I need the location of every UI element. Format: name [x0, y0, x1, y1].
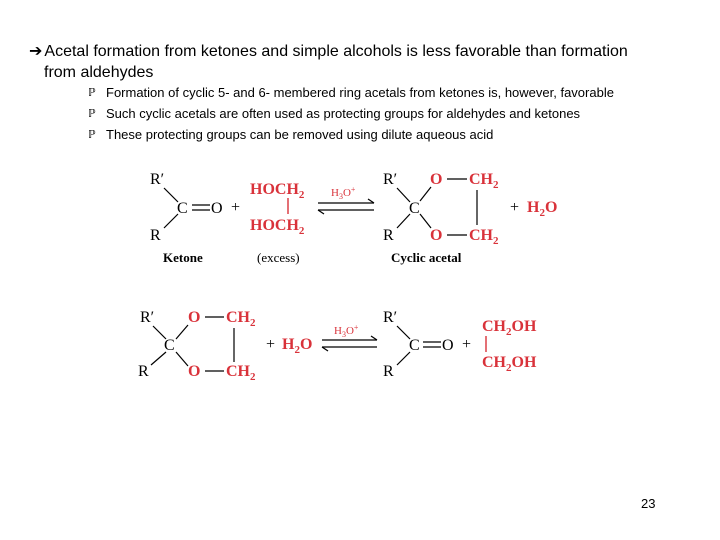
reaction-2: [138, 309, 537, 383]
ketone-oxygen: O: [211, 200, 223, 217]
acetal-carbon: C: [409, 200, 420, 217]
glycol-bottom: $HOCH_2$: [250, 217, 305, 237]
glycol-bottom: $CH_2OH$: [482, 354, 537, 374]
ketone-r: R: [150, 227, 161, 244]
catalyst-label: $H_3O^+$: [331, 185, 356, 201]
glycol-top: $CH_2OH$: [482, 318, 537, 338]
water: $H_2O$: [527, 199, 558, 219]
glycol-top: $HOCH_2$: [250, 181, 305, 201]
ring-oxygen-top: O: [188, 309, 201, 326]
ring-ch2-bottom: $CH_2$: [226, 363, 256, 383]
arrow-bullet-icon: ➔: [29, 41, 43, 60]
plus-sign: +: [510, 199, 520, 216]
ring-ch2-top: $CH_2$: [469, 171, 499, 191]
ring-ch2-top: $CH_2$: [226, 309, 256, 329]
sub-bullet-text: These protecting groups can be removed using dilute aqueous acid: [106, 127, 494, 142]
flag-bullet-icon: ℙ: [88, 86, 96, 99]
label-excess: (excess): [257, 250, 300, 265]
ring-oxygen-bottom: O: [430, 227, 443, 244]
ketone-oxygen: O: [442, 337, 454, 354]
acetal-r-prime: R′: [383, 171, 398, 188]
acetal-r-prime: R′: [140, 309, 155, 326]
plus-sign: +: [462, 336, 472, 353]
ketone-carbon: C: [409, 337, 420, 354]
main-bullet-line2: from aldehydes: [44, 64, 154, 81]
sub-bullet-text: Such cyclic acetals are often used as protecting groups for aldehydes and ketones: [106, 106, 581, 121]
sub-bullet-text: Formation of cyclic 5- and 6- membered ring acetals from ketones is, however, favorable: [106, 85, 614, 100]
label-ketone: Ketone: [163, 250, 203, 265]
plus-sign: +: [231, 199, 241, 216]
ketone-carbon: C: [177, 200, 188, 217]
plus-sign: +: [266, 336, 276, 353]
ketone-r: R: [383, 363, 394, 380]
ketone-r-prime: R′: [383, 309, 398, 326]
water: $H_2O$: [282, 336, 313, 356]
flag-bullet-icon: ℙ: [88, 107, 96, 120]
ketone-r-prime: R′: [150, 171, 165, 188]
label-cyclic-acetal: Cyclic acetal: [391, 250, 462, 265]
ring-oxygen-bottom: O: [188, 363, 201, 380]
acetal-carbon: C: [164, 337, 175, 354]
main-bullet-line1: Acetal formation from ketones and simple alcohols is less favorable than formation: [44, 43, 628, 60]
ring-oxygen-top: O: [430, 171, 443, 188]
flag-bullet-icon: ℙ: [88, 128, 96, 141]
acetal-r: R: [383, 227, 394, 244]
ring-ch2-bottom: $CH_2$: [469, 227, 499, 247]
page-number: 23: [641, 496, 656, 511]
acetal-r: R: [138, 363, 149, 380]
catalyst-label: $H_3O^+$: [334, 323, 359, 339]
bond: [164, 214, 178, 228]
bond: [164, 188, 178, 202]
reaction-1: [150, 171, 557, 265]
